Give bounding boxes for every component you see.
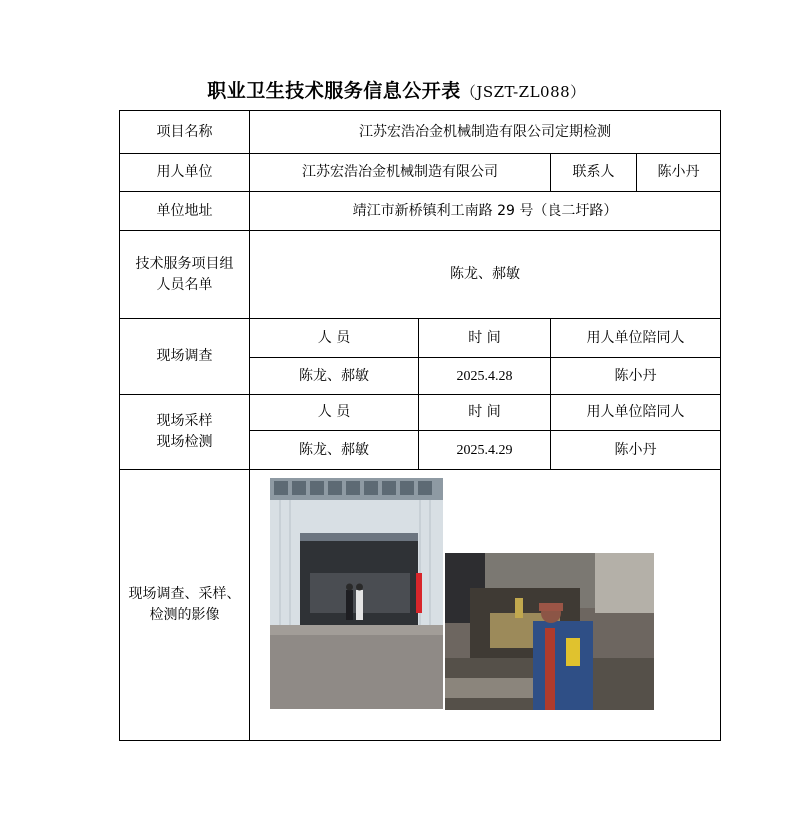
images-cell [250, 470, 721, 741]
sampling-people: 陈龙、郝敏 [250, 431, 419, 470]
survey-people-header: 人 员 [250, 319, 419, 358]
survey-label: 现场调查 [120, 319, 250, 395]
row-project [120, 111, 721, 154]
survey-date: 2025.4.28 [419, 358, 551, 395]
address-label: 单位地址 [120, 192, 250, 231]
survey-people: 陈龙、郝敏 [250, 358, 419, 395]
sampling-people-header: 人 员 [250, 395, 419, 431]
employer-label: 用人单位 [120, 154, 250, 192]
sampling-escort-header: 用人单位陪同人 [551, 395, 721, 431]
row-employer [120, 154, 721, 192]
contact-label: 联系人 [551, 154, 637, 192]
survey-time-header: 时 间 [419, 319, 551, 358]
row-images [120, 470, 721, 741]
row-team [120, 231, 721, 319]
project-value: 江苏宏浩冶金机械制造有限公司定期检测 [250, 111, 721, 154]
survey-escort-header: 用人单位陪同人 [551, 319, 721, 358]
row-address [120, 192, 721, 231]
team-value: 陈龙、郝敏 [250, 231, 721, 319]
row-survey-header [120, 319, 721, 358]
sampling-time-header: 时 间 [419, 395, 551, 431]
project-label: 项目名称 [120, 111, 250, 154]
photo-factory-entrance [270, 478, 443, 709]
survey-escort: 陈小丹 [551, 358, 721, 395]
document-title [0, 76, 793, 103]
address-value: 靖江市新桥镇利工南路 29 号（良二圩路） [250, 192, 721, 231]
contact-value: 陈小丹 [637, 154, 721, 192]
sampling-date: 2025.4.29 [419, 431, 551, 470]
row-sampling-header [120, 395, 721, 431]
employer-value: 江苏宏浩冶金机械制造有限公司 [250, 154, 551, 192]
info-table [119, 110, 721, 741]
sampling-label: 现场采样 现场检测 [120, 395, 250, 470]
title-main: 职业卫生技术服务信息公开表 [207, 80, 461, 102]
images-label: 现场调查、采样、 检测的影像 [120, 470, 250, 741]
photo-worker-measuring [445, 553, 654, 710]
photo-area [250, 470, 720, 740]
sampling-escort: 陈小丹 [551, 431, 721, 470]
title-code: （JSZT-ZL088） [460, 83, 586, 101]
team-label: 技术服务项目组 人员名单 [120, 231, 250, 319]
